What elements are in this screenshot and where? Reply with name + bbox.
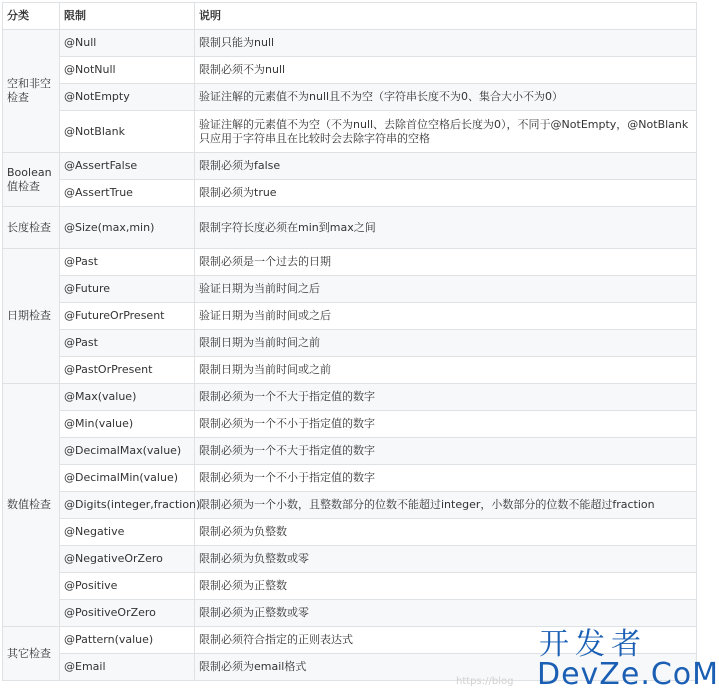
table-row — [3, 438, 697, 465]
table-row — [3, 84, 697, 111]
limit-cell: @Digits(integer,fraction) — [60, 492, 195, 519]
description-cell: 限制必须为负整数 — [195, 519, 697, 546]
description-cell: 限制必须为一个小数，且整数部分的位数不能超过integer，小数部分的位数不能超过fraction — [195, 492, 697, 519]
table-row — [3, 465, 697, 492]
description-cell: 限制必须为正整数 — [195, 573, 697, 600]
table-row — [3, 573, 697, 600]
description-cell: 限制必须为一个不大于指定值的数字 — [195, 384, 697, 411]
table-row — [3, 57, 697, 84]
category-cell: 空和非空检查 — [3, 30, 60, 153]
description-cell: 限制必须不为null — [195, 57, 697, 84]
table-row — [3, 384, 697, 411]
table-row — [3, 276, 697, 303]
limit-cell: @Negative — [60, 519, 195, 546]
description-cell: 验证日期为当前时间之后 — [195, 276, 697, 303]
limit-cell: @Min(value) — [60, 411, 195, 438]
table-row — [3, 249, 697, 276]
category-cell: 数值检查 — [3, 384, 60, 627]
table-row — [3, 153, 697, 180]
description-cell: 限制只能为null — [195, 30, 697, 57]
description-cell: 限制必须为正整数或零 — [195, 600, 697, 627]
limit-cell: @NotEmpty — [60, 84, 195, 111]
limit-cell: @Positive — [60, 573, 195, 600]
validation-annotations-table — [2, 2, 697, 681]
limit-cell: @DecimalMin(value) — [60, 465, 195, 492]
limit-cell: @PastOrPresent — [60, 357, 195, 384]
category-cell: Boolean值检查 — [3, 153, 60, 207]
limit-cell: @NegativeOrZero — [60, 546, 195, 573]
limit-cell: @Future — [60, 276, 195, 303]
limit-cell: @DecimalMax(value) — [60, 438, 195, 465]
watermark-url: https://blog — [456, 676, 514, 687]
table-row — [3, 330, 697, 357]
description-cell: 验证日期为当前时间或之后 — [195, 303, 697, 330]
limit-cell: @AssertFalse — [60, 153, 195, 180]
category-cell: 长度检查 — [3, 207, 60, 249]
description-cell: 限制必须为true — [195, 180, 697, 207]
description-cell: 限制必须是一个过去的日期 — [195, 249, 697, 276]
table-row — [3, 600, 697, 627]
table-row — [3, 411, 697, 438]
limit-cell: @Max(value) — [60, 384, 195, 411]
limit-cell: @NotBlank — [60, 111, 195, 153]
limit-cell: @AssertTrue — [60, 180, 195, 207]
table-row — [3, 111, 697, 153]
table-header-row — [3, 3, 697, 30]
table-row — [3, 492, 697, 519]
limit-cell: @Email — [60, 654, 195, 681]
description-cell: 限制必须为false — [195, 153, 697, 180]
watermark-logo-title: 开发者 — [539, 627, 647, 662]
table-row — [3, 30, 697, 57]
description-cell: 限制必须符合指定的正则表达式 — [195, 627, 697, 654]
category-cell: 其它检查 — [3, 627, 60, 681]
limit-cell: @NotNull — [60, 57, 195, 84]
limit-cell: @Past — [60, 330, 195, 357]
header-description: 说明 — [195, 3, 697, 30]
description-cell: 限制日期为当前时间或之前 — [195, 357, 697, 384]
header-limit: 限制 — [60, 3, 195, 30]
table-row — [3, 519, 697, 546]
table-row — [3, 303, 697, 330]
limit-cell: @FutureOrPresent — [60, 303, 195, 330]
limit-cell: @Size(max,min) — [60, 207, 195, 249]
table-row — [3, 357, 697, 384]
table-row — [3, 207, 697, 249]
description-cell: 限制必须为一个不小于指定值的数字 — [195, 411, 697, 438]
description-cell: 限制必须为一个不大于指定值的数字 — [195, 438, 697, 465]
description-cell: 限制日期为当前时间之前 — [195, 330, 697, 357]
table-row — [3, 546, 697, 573]
limit-cell: @Null — [60, 30, 195, 57]
limit-cell: @Past — [60, 249, 195, 276]
table-row — [3, 180, 697, 207]
limit-cell: @PositiveOrZero — [60, 600, 195, 627]
watermark-logo-domain: DevZe.CoM — [537, 657, 719, 692]
category-cell: 日期检查 — [3, 249, 60, 384]
description-cell: 限制必须为负整数或零 — [195, 546, 697, 573]
description-cell: 限制必须为email格式 — [195, 654, 697, 681]
limit-cell: @Pattern(value) — [60, 627, 195, 654]
description-cell: 验证注解的元素值不为null且不为空（字符串长度不为0、集合大小不为0） — [195, 84, 697, 111]
header-category: 分类 — [3, 3, 60, 30]
description-cell: 限制字符长度必须在min到max之间 — [195, 207, 697, 249]
description-cell: 限制必须为一个不小于指定值的数字 — [195, 465, 697, 492]
description-cell: 验证注解的元素值不为空（不为null、去除首位空格后长度为0），不同于@NotEmpty，@NotBlank只应用于字符串且在比较时会去除字符串的空格 — [195, 111, 697, 153]
